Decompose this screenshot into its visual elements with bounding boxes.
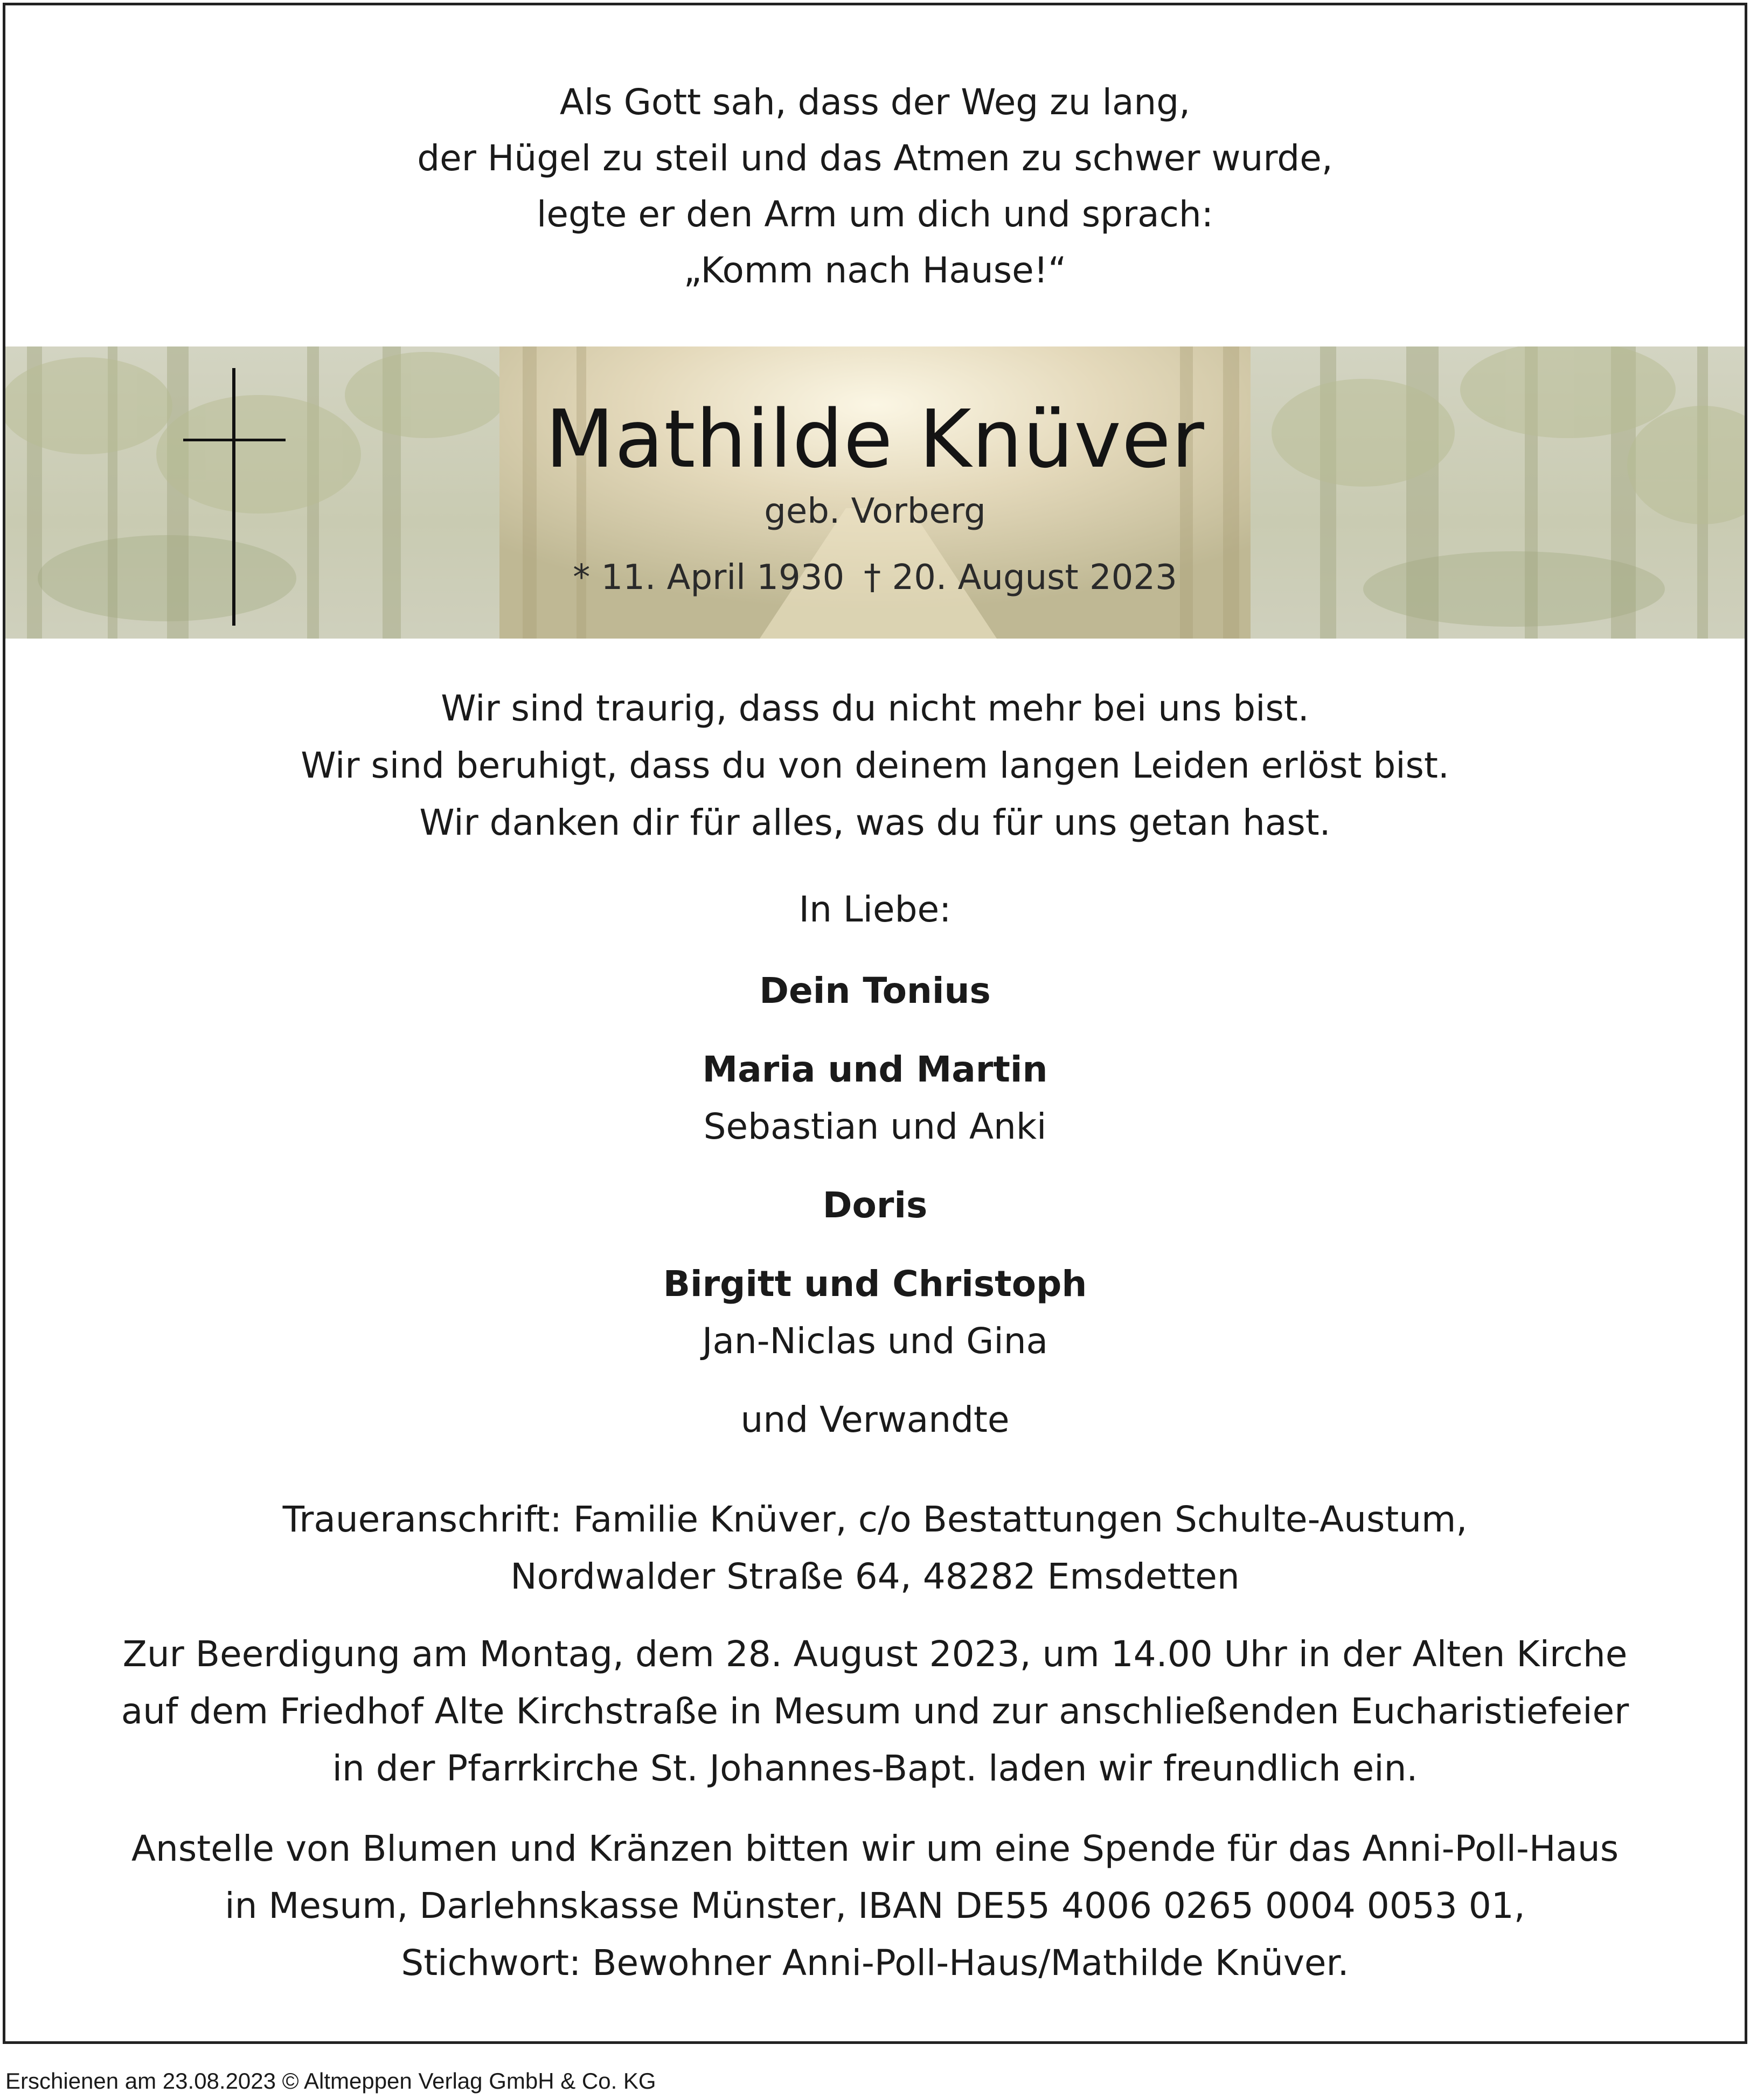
- mourner-group-main: Maria und Martin: [702, 1049, 1048, 1090]
- poem-line: der Hügel zu steil und das Atmen zu schwer wurde,: [417, 137, 1333, 179]
- deceased-name: Mathilde Knüver: [545, 393, 1205, 486]
- funeral-line: auf dem Friedhof Alte Kirchstraße in Mesum und zur anschließenden Eucharistiefeier: [121, 1690, 1629, 1732]
- birth-name: geb. Vorberg: [764, 491, 986, 531]
- poem-line: „Komm nach Hause!“: [683, 249, 1067, 291]
- address-line: Nordwalder Straße 64, 48282 Emsdetten: [510, 1556, 1240, 1597]
- mourner-group-main: Dein Tonius: [759, 970, 991, 1011]
- mourner-group-sub: Sebastian und Anki: [703, 1106, 1047, 1147]
- birth-date: * 11. April 1930: [573, 558, 845, 598]
- publication-footer: Erschienen am 23.08.2023 © Altmeppen Verlag GmbH & Co. KG: [5, 2068, 656, 2094]
- obituary-notice: [3, 3, 1747, 2044]
- funeral-info: [5, 1626, 1745, 1797]
- donation-line: in Mesum, Darlehnskasse Münster, IBAN DE55 4006 0265 0004 0053 01,: [225, 1885, 1525, 1926]
- mourners: [5, 884, 1745, 1448]
- verse-line: Wir sind beruhigt, dass du von deinem langen Leiden erlöst bist.: [301, 745, 1449, 786]
- funeral-line: Zur Beerdigung am Montag, dem 28. August 2023, um 14.00 Uhr in der Alten Kirche: [122, 1633, 1628, 1675]
- mourners-intro: In Liebe:: [798, 889, 952, 930]
- life-dates: [5, 555, 1745, 600]
- mourning-address: [5, 1491, 1745, 1605]
- death-date: † 20. August 2023: [864, 558, 1177, 598]
- mourner-group-sub: Jan-Niclas und Gina: [702, 1320, 1048, 1362]
- funeral-line: in der Pfarrkirche St. Johannes-Bapt. laden wir freundlich ein.: [332, 1748, 1418, 1789]
- poem-line: Als Gott sah, dass der Weg zu lang,: [559, 81, 1191, 123]
- mourner-group-main: Doris: [822, 1184, 928, 1226]
- mourner-group-main: Birgitt und Christoph: [663, 1263, 1087, 1305]
- verse-line: Wir sind traurig, dass du nicht mehr bei uns bist.: [441, 688, 1309, 729]
- donation-line: Anstelle von Blumen und Kränzen bitten wir um eine Spende für das Anni-Poll-Haus: [131, 1828, 1619, 1869]
- poem: [5, 74, 1745, 299]
- relatives: und Verwandte: [740, 1399, 1010, 1440]
- donation-info: [5, 1820, 1745, 1992]
- address-line: Traueranschrift: Familie Knüver, c/o Bestattungen Schulte-Austum,: [282, 1499, 1468, 1540]
- donation-line: Stichwort: Bewohner Anni-Poll-Haus/Mathilde Knüver.: [401, 1942, 1349, 1984]
- verse-line: Wir danken dir für alles, was du für uns getan hast.: [419, 802, 1331, 843]
- poem-line: legte er den Arm um dich und sprach:: [537, 193, 1213, 235]
- verse: [5, 680, 1745, 851]
